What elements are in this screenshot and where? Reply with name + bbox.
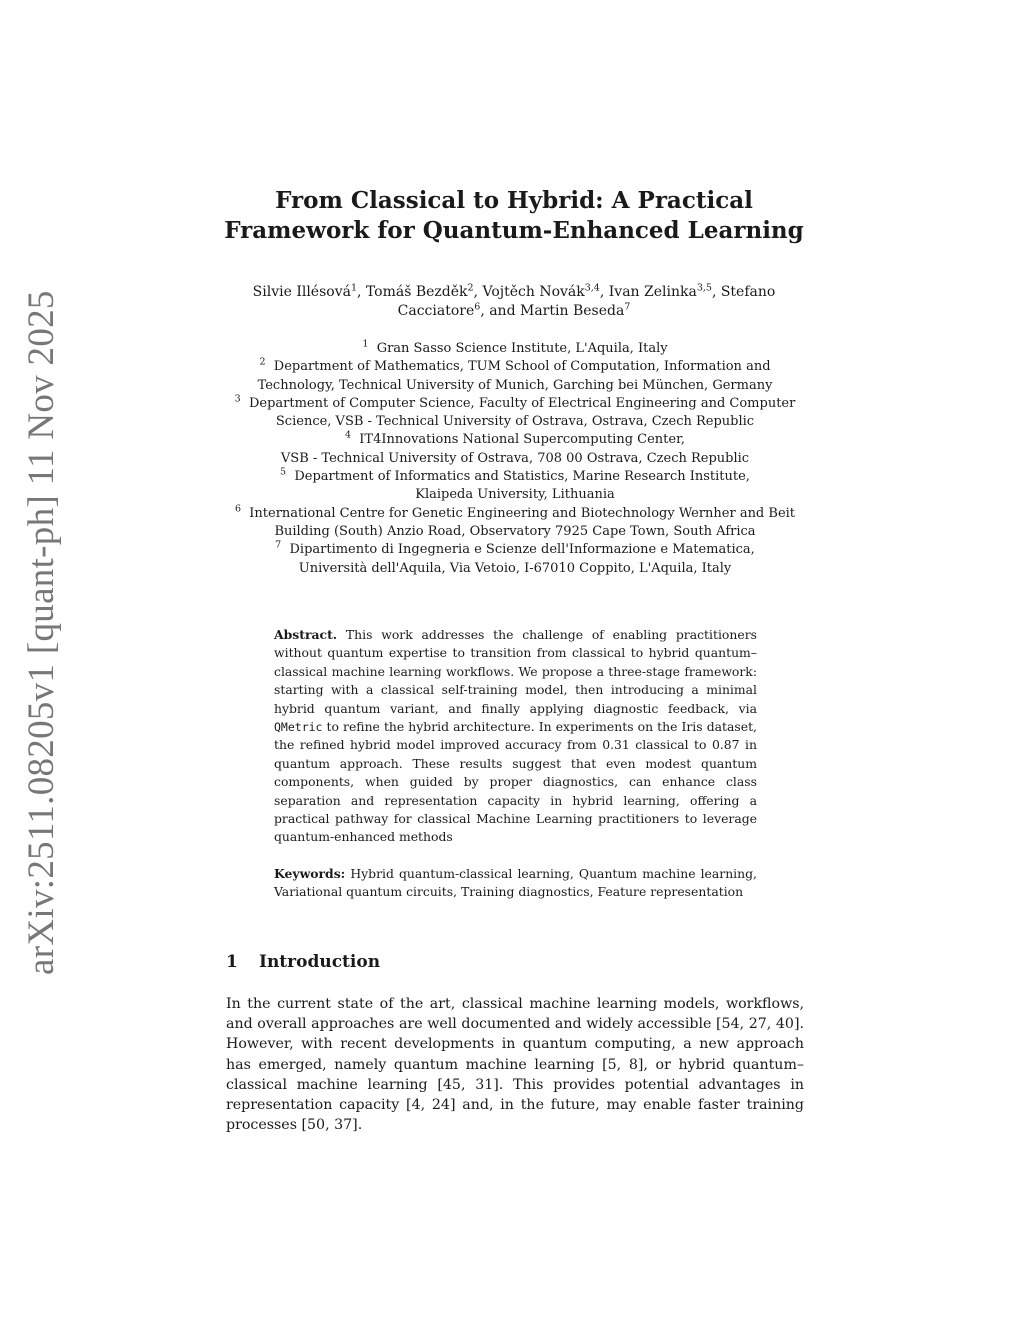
affiliation-3-continued: Science, VSB - Technical University of Ostrava, Ostrava, Czech Republic [275,414,755,430]
author-name: Vojtěch Novák [482,284,585,300]
author-affiliation-marker: 1 [350,282,358,294]
affiliation-1: $^1$ Gran Sasso Science Institute, L'Aquila, Italy [362,338,668,356]
section-number: 1 [226,952,238,972]
title-line-1: From Classical to Hybrid: A Practical [275,187,753,214]
affiliation-3: $^3$ Department of Computer Science, Faculty of Electrical Engineering and Computer [234,393,796,411]
abstract [274,626,757,847]
affiliation-2-continued: Technology, Technical University of Munich, Garching bei München, Germany [257,377,773,393]
keywords-label: Keywords: [274,866,346,881]
affiliation-5-continued: Klaipeda University, Lithuania [415,487,615,503]
affiliation-4-continued: VSB - Technical University of Ostrava, 708 00 Ostrava, Czech Republic [280,450,750,466]
author-affiliation-marker: 3,5 [696,282,712,294]
author-name: Silvie Illésová [252,284,351,300]
affiliation-6: $^6$ International Centre for Genetic Engineering and Biotechnology Wernher and Beit [234,503,796,521]
author-name: Cacciatore [397,303,475,319]
abstract-label: Abstract. [274,627,338,642]
affiliation-7: $^7$ Dipartimento di Ingegneria e Scienze dell'Informazione e Matematica, [275,539,755,558]
affiliation-4: $^4$ IT4Innovations National Supercomputing Center, [344,430,686,448]
author-affiliation-marker: 2 [467,282,474,294]
author-name: Tomáš Bezděk [365,284,468,300]
abstract-text-continued: to refine the hybrid architecture. In experiments on the Iris dataset, the refined hybrid model improved accuracy from 0.31 classical to 0.87 in quantum approach. These results suggest that even modest quantum components, when guided by proper diagnostics, can enhance class separation and representation capacity in hybrid learning, offering a practical pathway for classical Machine Learning practitioners to leverage quantum-enhanced methods [274,719,757,845]
affiliation-6-continued: Building (South) Anzio Road, Observatory 7925 Cape Town, South Africa [274,523,756,539]
abstract-text: This work addresses the challenge of enabling practitioners without quantum expertise to transition from classical to hybrid quantum–classical machine learning workflows. We propose a three-stage framework: starting with a classical self-training model, then introducing a minimal hybrid quantum variant, and finally applying diagnostic feedback, via [274,627,757,716]
author-name: Ivan Zelinka [608,284,697,300]
author-name: Martin Beseda [520,303,625,319]
arxiv-identifier-stamp: arXiv:2511.08205v1 [quant-ph] 11 Nov 2025 [21,290,62,975]
affiliation-5: $^5$ Department of Informatics and Statistics, Marine Research Institute, [280,466,750,485]
intro-paragraph: In the current state of the art, classical machine learning models, workflows, and overall approaches are well documented and widely accessible [54, 27, 40]. However, with recent developments in quantum computing, a new approach has emerged, namely quantum machine learning [5, 8], or hybrid quantum–classical machine learning [45, 31]. This provides potential advantages in representation capacity [4, 24] and, in the future, may enable faster training processes [50, 37]. [226,996,804,1134]
author-list: Silvie Illésová$^1$, Tomáš Bezděk$^2$, Vojtěch Novák$^{3,4}$, Ivan Zelinka$^{3,5}$, Stefano Cacciatore$^6$, and Martin Beseda$^7$ [252,282,776,319]
title-line-2: Framework for Quantum-Enhanced Learning [224,217,804,244]
qmetric-code-term: QMetric [274,720,323,735]
author-affiliation-marker: 3,4 [584,282,600,294]
paper-title [212,186,816,246]
author-affiliation-marker: 6 [474,301,481,313]
affiliation-2: $^2$ Department of Mathematics, TUM School of Computation, Information and [259,356,771,375]
keywords-text: Hybrid quantum-classical learning, Quantum machine learning, Variational quantum circuits, Training diagnostics, Feature representation [274,866,757,900]
affiliation-list [225,340,805,578]
author-affiliation-marker: 7 [624,301,631,313]
keywords [274,865,757,902]
section-heading-introduction [226,952,380,972]
affiliation-7-continued: Università dell'Aquila, Via Vetoio, I-67010 Coppito, L'Aquila, Italy [298,560,732,576]
section-title: Introduction [259,952,381,972]
